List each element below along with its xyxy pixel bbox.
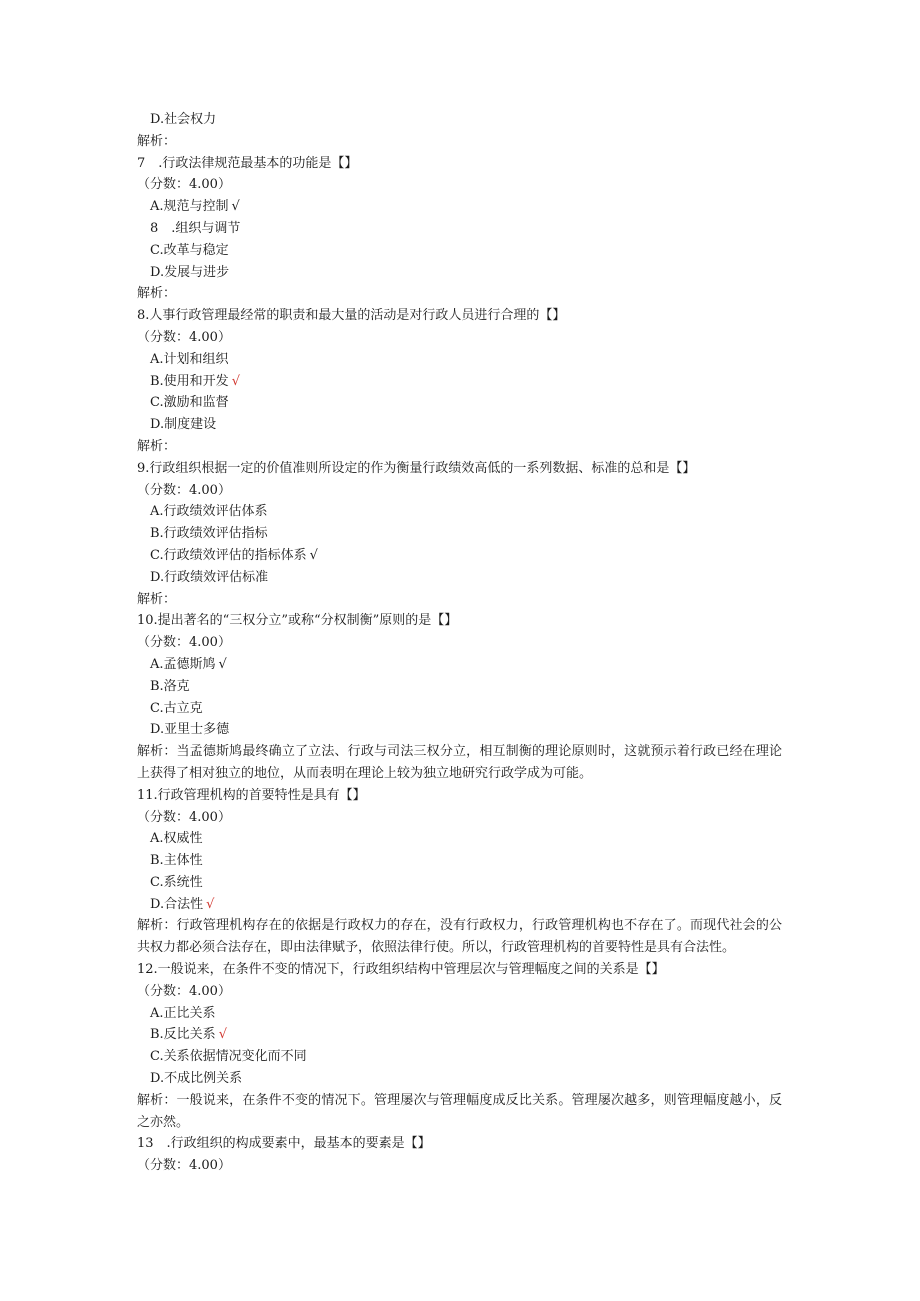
analysis-paragraph xyxy=(137,1090,782,1134)
text-line xyxy=(137,283,782,305)
line-text: B.主体性 xyxy=(150,853,203,869)
checkmark-icon: √ xyxy=(231,199,240,215)
option-line xyxy=(137,719,782,741)
line-text: 8 .组织与调节 xyxy=(150,220,241,236)
option-line xyxy=(137,545,782,567)
line-text: D.制度建设 xyxy=(150,417,217,433)
text-line xyxy=(137,1155,782,1177)
line-text: 11.行政管理机构的首要特性是具有【】 xyxy=(137,787,366,803)
text-line xyxy=(137,785,782,807)
option-line xyxy=(137,850,782,872)
line-text: B.行政绩效评估指标 xyxy=(150,526,268,542)
line-text: 解析：当孟德斯鸠最终确立了立法、行政与司法三权分立，相互制衡的理论原则时，这就预示着行政已经在理论上获得了相对独立的地位，从而表明在理论上较为独立地研究行政学成为可能。 xyxy=(137,744,782,781)
line-text: A.正比关系 xyxy=(150,1005,216,1021)
line-text: 解析： xyxy=(137,591,177,607)
text-line xyxy=(137,589,782,611)
line-text: C.行政绩效评估的指标体系 xyxy=(150,547,307,563)
line-text: A.孟德斯鸠 xyxy=(150,656,216,672)
line-text: 13 .行政组织的构成要素中，最基本的要素是【】 xyxy=(137,1136,431,1152)
line-text: C.改革与稳定 xyxy=(150,242,229,258)
line-text: A.计划和组织 xyxy=(150,351,229,367)
text-line xyxy=(137,174,782,196)
line-text: 解析： xyxy=(137,133,177,149)
text-line xyxy=(137,610,782,632)
line-text: B.反比关系 xyxy=(150,1027,216,1043)
line-text: （分数：4.00） xyxy=(137,177,231,193)
option-line xyxy=(137,371,782,393)
checkmark-icon: √ xyxy=(218,656,227,672)
option-line xyxy=(137,1024,782,1046)
text-line xyxy=(137,959,782,981)
line-text: D.行政绩效评估标准 xyxy=(150,569,269,585)
text-line xyxy=(137,153,782,175)
line-text: B.使用和开发 xyxy=(150,373,229,389)
analysis-paragraph xyxy=(137,741,782,785)
line-text: C.古立克 xyxy=(150,700,203,716)
checkmark-icon: √ xyxy=(309,547,318,563)
option-line xyxy=(137,1003,782,1025)
line-text: C.关系依据情况变化而不同 xyxy=(150,1049,307,1065)
option-line xyxy=(137,676,782,698)
line-text: 7 .行政法律规范最基本的功能是【】 xyxy=(137,155,358,171)
option-line xyxy=(137,654,782,676)
option-line xyxy=(137,196,782,218)
option-line xyxy=(137,218,782,240)
text-line xyxy=(137,981,782,1003)
checkmark-icon: √ xyxy=(206,896,215,912)
option-line xyxy=(137,349,782,371)
text-line xyxy=(137,131,782,153)
text-line xyxy=(137,305,782,327)
option-line xyxy=(137,828,782,850)
line-text: 8.人事行政管理最经常的职责和最大量的活动是对行政人员进行合理的【】 xyxy=(137,308,566,324)
text-line xyxy=(137,436,782,458)
line-text: 10.提出著名的“三权分立”或称“分权制衡”原则的是【】 xyxy=(137,613,458,629)
text-line xyxy=(137,327,782,349)
line-text: 12.一般说来，在条件不变的情况下，行政组织结构中管理层次与管理幅度之间的关系是【】 xyxy=(137,962,665,978)
line-text: （分数：4.00） xyxy=(137,329,231,345)
option-line xyxy=(137,109,782,131)
line-text: （分数：4.00） xyxy=(137,809,231,825)
line-text: （分数：4.00） xyxy=(137,983,231,999)
option-line xyxy=(137,414,782,436)
line-text: A.权威性 xyxy=(150,831,203,847)
line-text: A.行政绩效评估体系 xyxy=(150,504,268,520)
text-line xyxy=(137,807,782,829)
line-text: D.社会权力 xyxy=(150,112,217,127)
line-text: A.规范与控制 xyxy=(150,199,229,215)
line-text: C.系统性 xyxy=(150,874,203,890)
line-text: 9.行政组织根据一定的价值准则所设定的作为衡量行政绩效高低的一系列数据、标准的总和是【】 xyxy=(137,460,696,476)
line-text: D.不成比例关系 xyxy=(150,1071,243,1087)
text-line xyxy=(137,458,782,480)
line-text: B.洛克 xyxy=(150,678,190,694)
checkmark-icon: √ xyxy=(231,373,240,389)
option-line xyxy=(137,698,782,720)
option-line xyxy=(137,262,782,284)
text-line xyxy=(137,632,782,654)
option-line xyxy=(137,240,782,262)
line-text: D.合法性 xyxy=(150,896,204,912)
line-text: C.激励和监督 xyxy=(150,395,229,411)
option-line xyxy=(137,1046,782,1068)
option-line xyxy=(137,392,782,414)
text-line xyxy=(137,1133,782,1155)
line-text: （分数：4.00） xyxy=(137,635,231,651)
option-line xyxy=(137,501,782,523)
line-text: D.发展与进步 xyxy=(150,264,230,280)
line-text: 解析：行政管理机构存在的依据是行政权力的存在，没有行政权力，行政管理机构也不存在了。而现代社会的公共权力都必须合法存在，即由法律赋予，依照法律行使。所以，行政管理机构的首要特性是具有合法性。 xyxy=(137,918,782,956)
checkmark-icon: √ xyxy=(218,1027,227,1043)
option-line xyxy=(137,894,782,916)
line-text: D.亚里士多德 xyxy=(150,722,230,738)
line-text: （分数：4.00） xyxy=(137,482,231,498)
document-body xyxy=(137,109,782,1177)
line-text: 解析：一般说来，在条件不变的情况下。管理屡次与管理幅度成反比关系。管理屡次越多，则管理幅度越小，反之亦然。 xyxy=(137,1092,782,1130)
line-text: （分数：4.00） xyxy=(137,1158,231,1174)
option-line xyxy=(137,872,782,894)
line-text: 解析： xyxy=(137,438,177,454)
text-line xyxy=(137,480,782,502)
analysis-paragraph xyxy=(137,915,782,959)
option-line xyxy=(137,523,782,545)
line-text: 解析： xyxy=(137,286,177,302)
option-line xyxy=(137,567,782,589)
option-line xyxy=(137,1068,782,1090)
